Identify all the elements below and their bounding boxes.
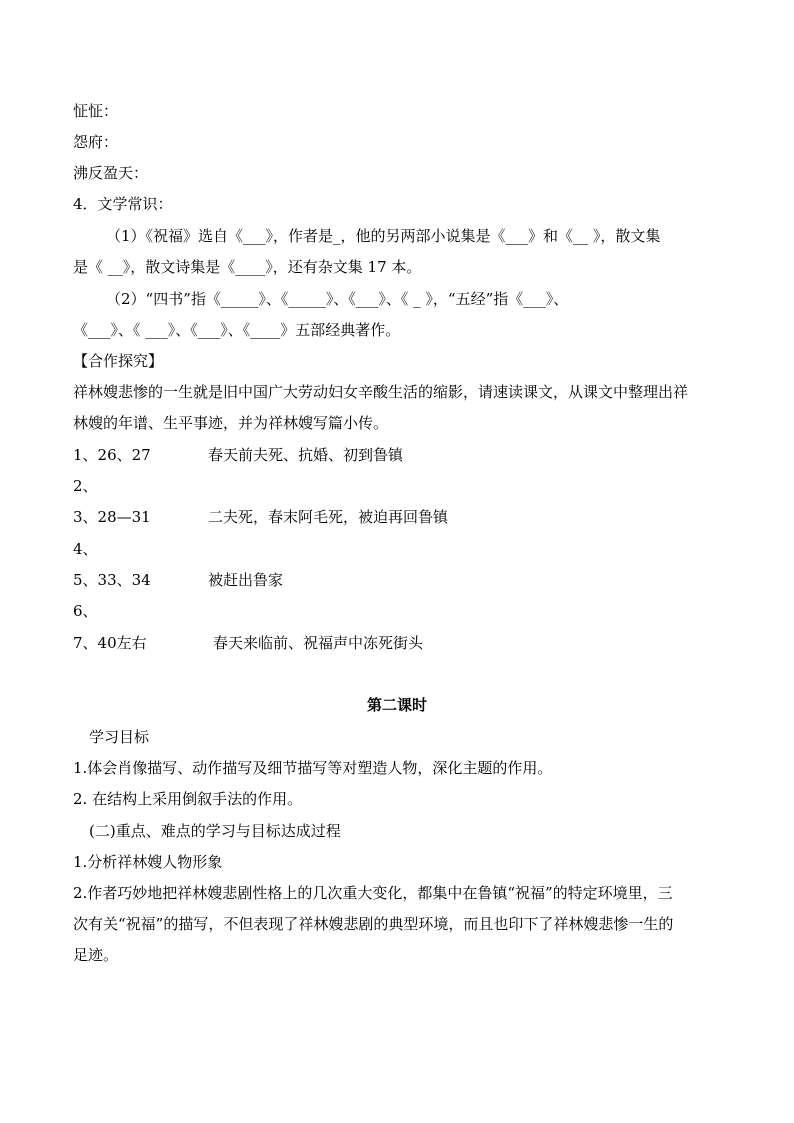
cooperative-intro-line-2: 林嫂的年谱、生平事迹，并为祥林嫂写篇小传。 [73,414,389,432]
timeline-age: 4、 [73,540,98,558]
process-step-1: 1.分析祥林嫂人物形象 [73,853,223,871]
literature-paragraph-1-line-2: 是《 __》，散文诗集是《____》，还有杂文集 17 本。 [73,258,422,276]
learning-goal-1: 1.体会肖像描写、动作描写及细节描写等对塑造人物，深化主题的作用。 [73,759,553,777]
timeline-age: 6、 [73,602,98,620]
timeline-row [73,445,403,465]
timeline-row [73,633,423,653]
timeline-event: 春天前夫死、抗婚、初到鲁镇 [208,446,404,464]
process-heading: (二)重点、难点的学习与目标达成过程 [89,822,341,840]
timeline-row [73,507,448,527]
vocab-item-2: 怨府： [73,133,119,151]
timeline-age: 7、40左右 [73,634,147,652]
literature-paragraph-1-line-1: （1）《祝福》选自《___》，作者是_，他的另两部小说集是《___》和《__ 》，散文集 [106,227,661,245]
timeline-row [73,476,208,496]
literature-paragraph-2-line-2: 《___》、《 ___》、《___》、《____》五部经典著作。 [73,321,401,339]
lesson-2-title: 第二课时 [366,696,427,714]
cooperative-intro-line-1: 祥林嫂悲惨的一生就是旧中国广大劳动妇女辛酸生活的缩影，请速读课文，从课文中整理出祥 [73,383,689,401]
vocab-item-1: 怔怔： [73,102,119,120]
vocab-item-3: 沸反盈天： [73,164,149,182]
cooperative-inquiry-heading: 【合作探究】 [73,352,164,370]
timeline-age: 2、 [73,477,98,495]
learning-goal-2: 2. 在结构上采用倒叙手法的作用。 [73,790,303,808]
timeline-row [73,601,208,621]
process-step-2-line-2: 次有关“祝福”的描写，不但表现了祥林嫂悲剧的典型环境，而且也印下了祥林嫂悲惨一生的 [73,915,674,933]
timeline-age: 5、33、34 [73,571,151,589]
timeline-event: 春天来临前、祝福声中冻死街头 [213,634,424,652]
process-step-2-line-1: 2.作者巧妙地把祥林嫂悲剧性格上的几次重大变化，都集中在鲁镇“祝福”的特定环境里，三 [73,884,673,902]
timeline-age: 3、28—31 [73,508,151,526]
timeline-age: 1、26、27 [73,446,151,464]
process-step-2-line-3: 足迹。 [73,946,119,964]
timeline-event: 二夫死，春末阿毛死，被迫再回鲁镇 [208,508,449,526]
literature-paragraph-2-line-1: （2）“四书”指《_____》、《_____》、《___》、《 _ 》，“五经”指《___》、 [106,290,569,308]
timeline-row [73,539,208,559]
timeline-row [73,570,283,590]
literature-heading: 4．文学常识： [73,195,173,213]
learning-goals-heading: 学习目标 [89,728,150,746]
timeline-event: 被赶出鲁家 [208,571,284,589]
